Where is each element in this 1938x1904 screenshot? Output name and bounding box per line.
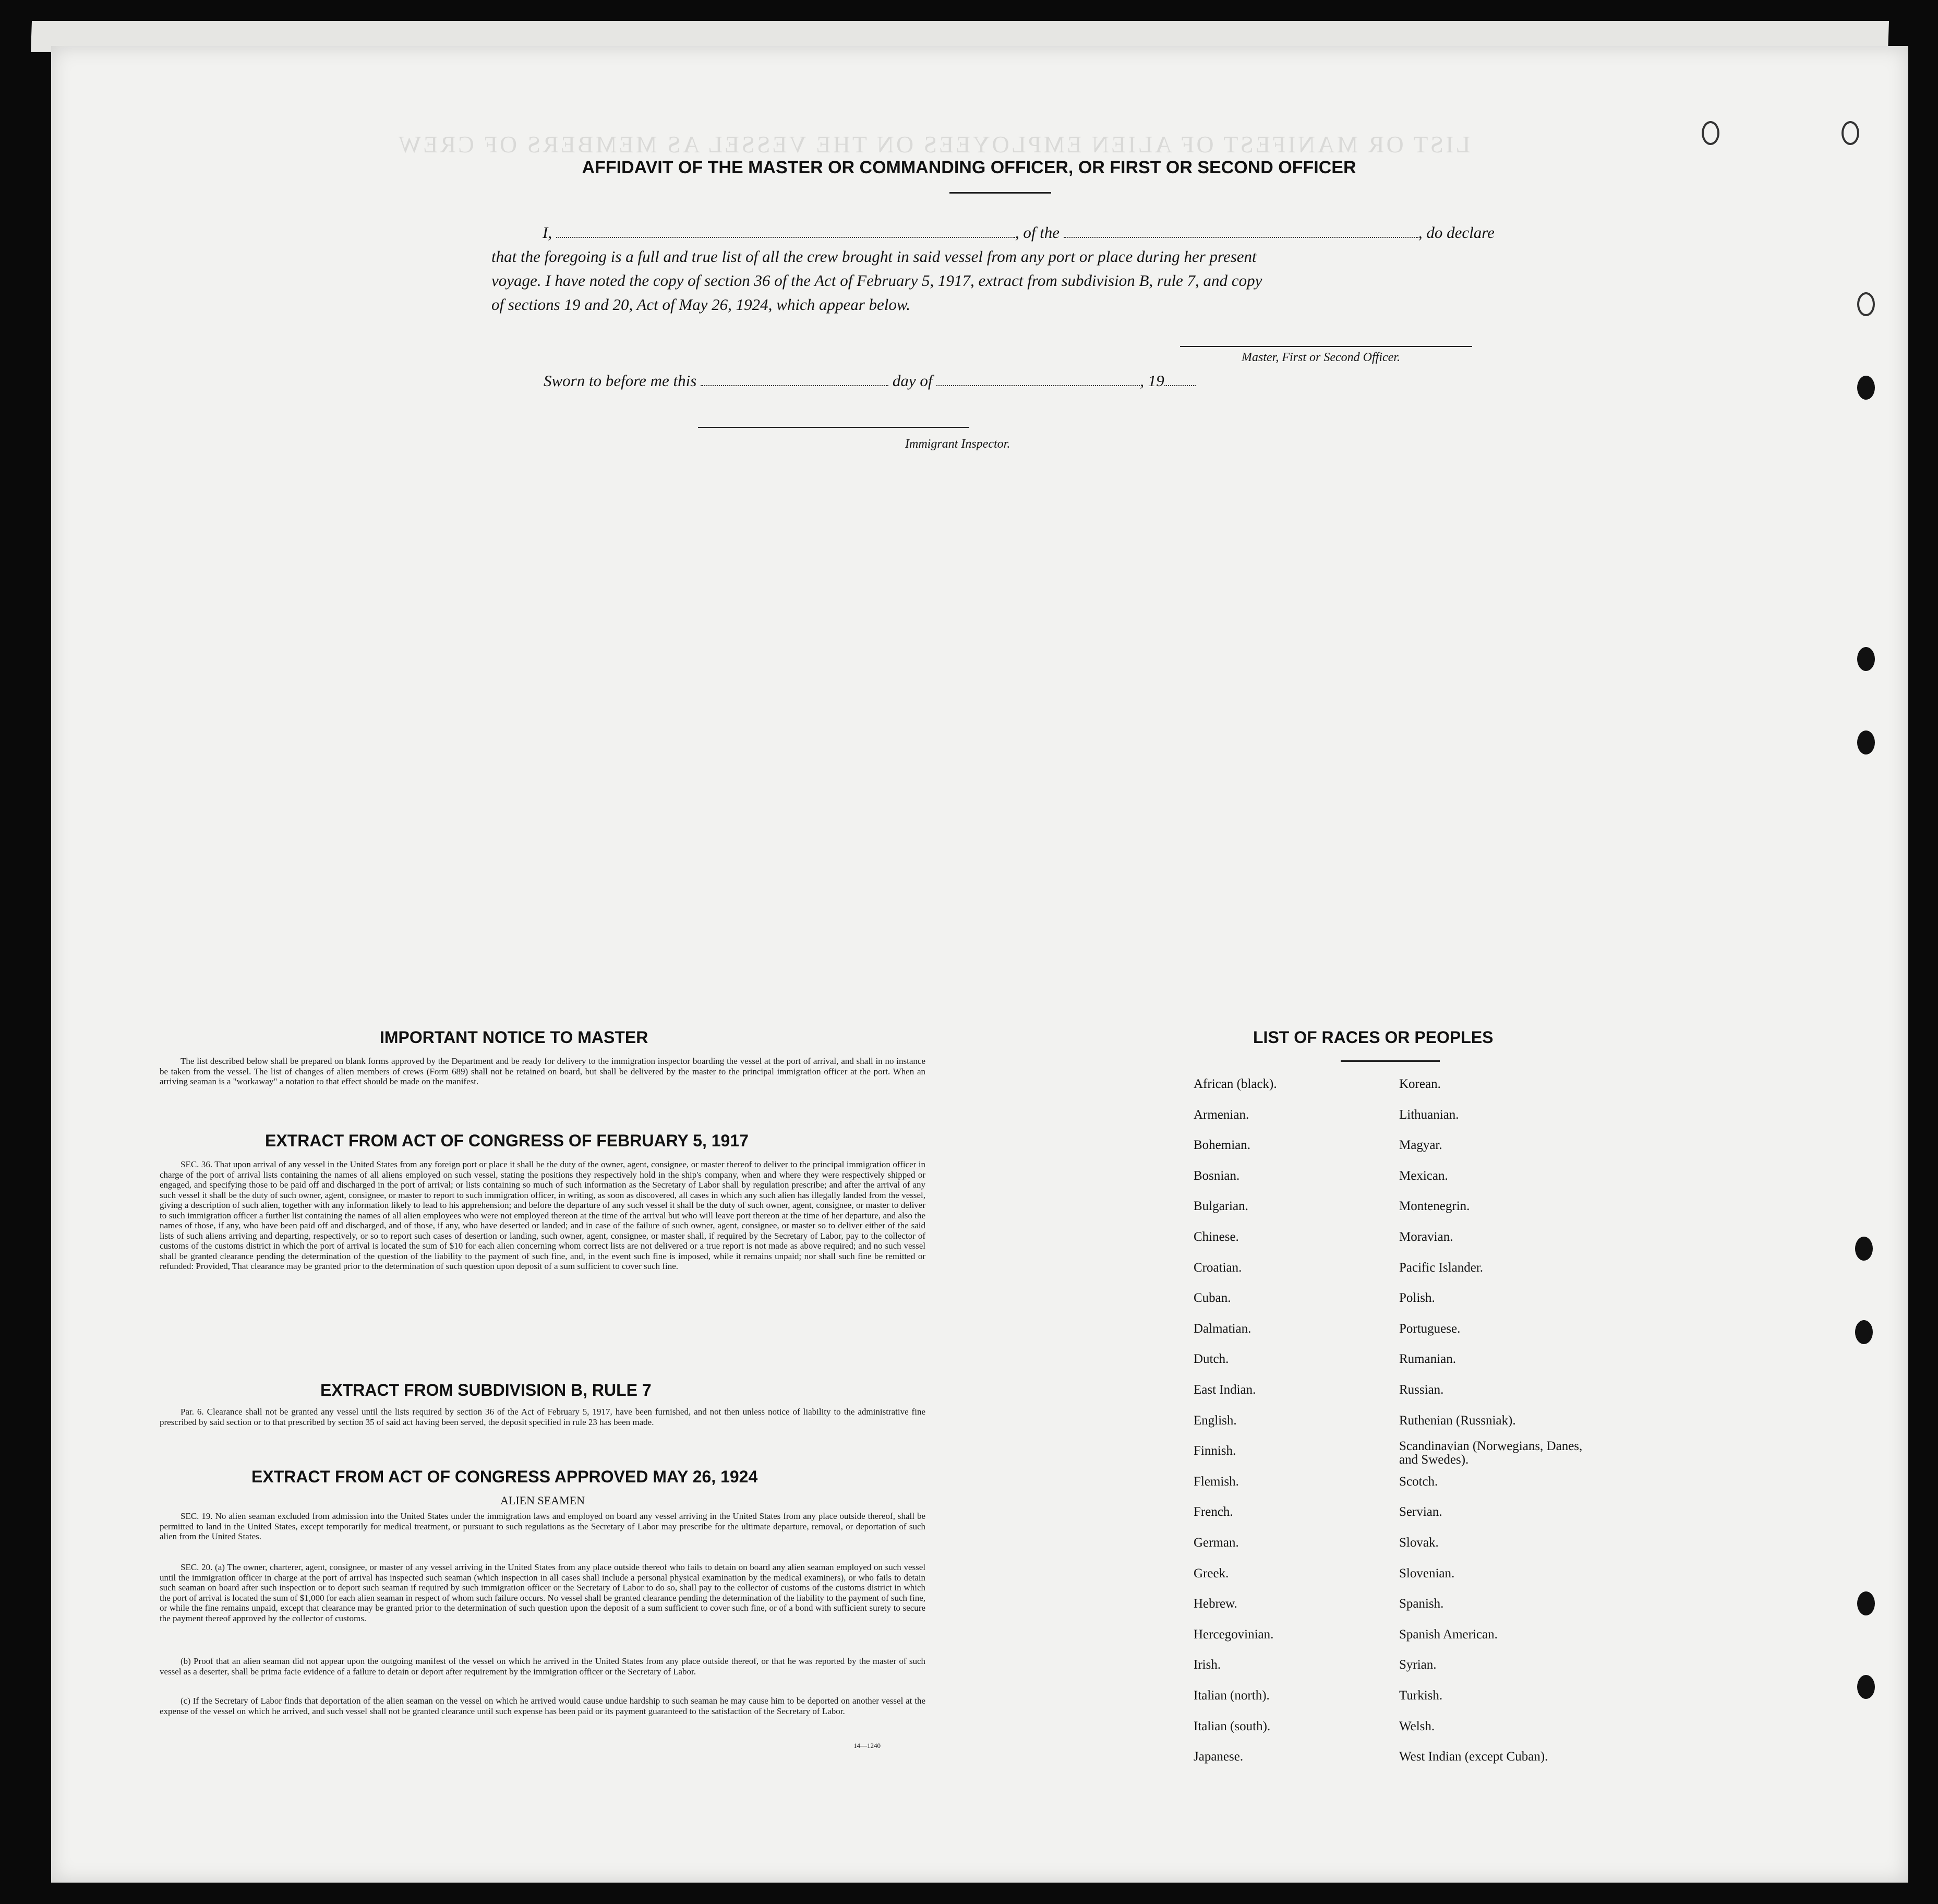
affidavit-title: AFFIDAVIT OF THE MASTER OR COMMANDING OFFICER, OR FIRST OR SECOND OFFICER [582, 158, 1356, 177]
race-item: Flemish. [1194, 1474, 1239, 1489]
extract-1917-title: EXTRACT FROM ACT OF CONGRESS OF FEBRUARY 5, 1917 [265, 1131, 749, 1150]
sworn-year: , 19 [1140, 372, 1164, 390]
race-item: Irish. [1194, 1658, 1221, 1672]
notice-body: The list described below shall be prepared on blank forms approved by the Department and be ready for delivery to the immigration inspector boarding the vessel at the port of arrival, and shall in no instance be taken from the vessel. The list of changes of alien members of crews (Form 689) shall not be retained on board, but shall be delivered by the master to the principal immigration officer at the port. When an arriving seaman is a "workaway" a notation to that effect should be made on the manifest. [160, 1056, 925, 1086]
binder-hole-icon [1855, 1320, 1873, 1344]
binder-hole-icon [1857, 647, 1875, 671]
race-item: Scandinavian (Norwegians, Danes, and Swedes). [1399, 1439, 1583, 1467]
master-signature-line[interactable] [1180, 346, 1472, 347]
affidavit-line-1 [543, 223, 1495, 242]
race-item: Bosnian. [1194, 1168, 1240, 1183]
race-item: Bulgarian. [1194, 1199, 1248, 1214]
race-item: Korean. [1399, 1077, 1441, 1091]
vessel-field[interactable] [1064, 225, 1418, 238]
rule7-title: EXTRACT FROM SUBDIVISION B, RULE 7 [320, 1381, 652, 1399]
race-item: Polish. [1399, 1291, 1435, 1306]
race-item: Russian. [1399, 1383, 1444, 1397]
race-item: East Indian. [1194, 1383, 1256, 1397]
race-item: Chinese. [1194, 1230, 1239, 1244]
race-item: Bohemian. [1194, 1138, 1251, 1153]
races-title-rule [1341, 1060, 1440, 1062]
bleed-through-text: LIST OR MANIFEST OF ALIEN EMPLOYEES ON THE VESSEL AS MEMBERS OF CREW [396, 131, 1471, 158]
race-item: African (black). [1194, 1077, 1277, 1091]
race-item: Italian (south). [1194, 1719, 1271, 1733]
notice-title: IMPORTANT NOTICE TO MASTER [380, 1028, 648, 1047]
affidavit-declare: , do declare [1418, 223, 1495, 242]
affidavit-title-rule [949, 192, 1051, 194]
master-caption: Master, First or Second Officer. [1242, 351, 1400, 364]
race-item: Greek. [1194, 1566, 1229, 1580]
race-item: Montenegrin. [1399, 1199, 1470, 1214]
sworn-prefix: Sworn to before me this [544, 372, 697, 390]
race-item: Hercegovinian. [1194, 1627, 1274, 1642]
race-item: Armenian. [1194, 1107, 1249, 1122]
affidavit-line-2: that the foregoing is a full and true list of all the crew brought in said vessel from any port or place during her present [491, 247, 1257, 266]
race-item: Hebrew. [1194, 1597, 1237, 1611]
race-item: Moravian. [1399, 1230, 1453, 1244]
race-item: German. [1194, 1536, 1239, 1550]
race-item: Scotch. [1399, 1474, 1438, 1489]
binder-hole-icon [1702, 121, 1719, 145]
races-title: LIST OF RACES OR PEOPLES [1253, 1028, 1494, 1047]
race-item: English. [1194, 1413, 1237, 1428]
extract-1924-sec20c: (c) If the Secretary of Labor finds that deportation of the alien seaman on the vessel on which he arrived would cause undue hardship to such seaman he may cause him to be deported on another vessel at the expense of the vessel on which he arrived, and such vessel shall not be granted clearance until such expense has been paid or its payment guaranteed to the satisfaction of the Secretary of Labor. [160, 1696, 925, 1716]
race-item: West Indian (except Cuban). [1399, 1750, 1548, 1764]
race-item: Dutch. [1194, 1352, 1229, 1367]
inspector-signature-line[interactable] [698, 427, 969, 428]
race-item: Lithuanian. [1399, 1107, 1459, 1122]
sworn-line [544, 372, 1196, 390]
inspector-caption: Immigrant Inspector. [905, 437, 1010, 451]
binder-hole-icon [1841, 121, 1859, 145]
race-item: French. [1194, 1505, 1233, 1519]
race-item: Slovenian. [1399, 1566, 1455, 1580]
affidavit-line-4: of sections 19 and 20, Act of May 26, 1924, which appear below. [491, 295, 911, 314]
form-number: 14—1240 [853, 1742, 881, 1750]
binder-hole-icon [1857, 731, 1875, 755]
sworn-month-field[interactable] [936, 374, 1140, 386]
race-item: Magyar. [1399, 1138, 1442, 1153]
binder-hole-icon [1857, 1591, 1875, 1615]
race-item: Dalmatian. [1194, 1321, 1251, 1336]
race-item: Mexican. [1399, 1168, 1448, 1183]
race-item: Pacific Islander. [1399, 1260, 1484, 1275]
binder-hole-icon [1857, 292, 1875, 316]
race-item: Spanish American. [1399, 1627, 1498, 1642]
race-item: Turkish. [1399, 1689, 1443, 1703]
sworn-day-of: day of [892, 372, 933, 390]
sworn-day-field[interactable] [701, 374, 888, 386]
race-item: Croatian. [1194, 1260, 1242, 1275]
affidavit-i: I, [543, 223, 552, 242]
affidavit-line-3: voyage. I have noted the copy of section 36 of the Act of February 5, 1917, extract from subdivision B, rule 7, and copy [491, 271, 1262, 290]
rule7-body: Par. 6. Clearance shall not be granted any vessel until the lists required by section 36 of the Act of February 5, 1917, have been furnished, and not then unless notice of liability to the administrative fine prescribed by said section or to that prescribed by section 35 of said act having been served, the deposit specified in rule 23 has been made. [160, 1407, 925, 1427]
race-item: Japanese. [1194, 1750, 1244, 1764]
race-item: Cuban. [1194, 1291, 1231, 1306]
extract-1924-subtitle: ALIEN SEAMEN [500, 1494, 585, 1507]
race-item: Welsh. [1399, 1719, 1435, 1733]
name-field[interactable] [556, 225, 1015, 238]
race-item: Spanish. [1399, 1597, 1444, 1611]
sworn-year-field[interactable] [1164, 374, 1196, 386]
binder-hole-icon [1855, 1237, 1873, 1261]
race-item: Rumanian. [1399, 1352, 1456, 1367]
race-item: Syrian. [1399, 1658, 1437, 1672]
extract-1917-body: SEC. 36. That upon arrival of any vessel in the United States from any foreign port or place it shall be the duty of the owner, agent, consignee, or master thereof to deliver to the principal immigration officer in charge of the port of arrival lists containing the names of all aliens employed on such vessel, stating the positions they respectively hold in the ship's company, when and where they were respectively shipped or engaged, and specifying those to be paid off and discharged in the port of arrival; or lists containing so much of such information as the Secretary of Labor shall by regulation prescribe; and after the arrival of any such vessel it shall be the duty of such owner, agent, consignee, or master to report to such immigration officer, in writing, as soon as discovered, all cases in which any such alien has illegally landed from the vessel, giving a description of such alien, together with any information likely to lead to his apprehension; and before the departure of any such vessel it shall be the duty of such owner, agent, consignee, or master to deliver to such immigration officer a further list containing the names of all alien employees who were not employed thereon at the time of the arrival but who will leave port thereon at the time of her departure, and also the names of those, if any, who have been paid off and discharged, and of those, if any, who have deserted or landed; and in case of the failure of such owner, agent, consignee, or master so to deliver either of the said lists of such aliens arriving and departing, respectively, or so to report such cases of desertion or landing, such owner, agent, consignee, or master shall, if required by the Secretary of Labor, pay to the collector of customs of the customs district in which the port of arrival is located the sum of $10 for each alien concerning whom correct lists are not delivered or a true report is not made as above required; and no such vessel shall be granted clearance pending the determination of the question of the liability to the payment of such fine, and, in the event such fine is imposed, while it remains unpaid; nor shall such fine be remitted or refunded: Provided, That clearance may be granted prior to the determination of such question upon deposit of a sum sufficient to cover such fine. [160, 1159, 925, 1271]
extract-1924-title: EXTRACT FROM ACT OF CONGRESS APPROVED MAY 26, 1924 [251, 1467, 758, 1486]
race-item: Ruthenian (Russniak). [1399, 1413, 1516, 1428]
binder-hole-icon [1857, 1675, 1875, 1699]
race-item: Servian. [1399, 1505, 1442, 1519]
race-item: Finnish. [1194, 1444, 1236, 1458]
race-item: Italian (north). [1194, 1689, 1270, 1703]
binder-hole-icon [1857, 376, 1875, 400]
extract-1924-sec19: SEC. 19. No alien seaman excluded from admission into the United States under the immigration laws and employed on board any vessel arriving in the United States from any place outside thereof, shall be permitted to land in the United States, except temporarily for medical treatment, or pursuant to such regulations as the Secretary of Labor may prescribe for the ultimate departure, removal, or deportation of such alien from the United States. [160, 1511, 925, 1541]
extract-1924-sec20b: (b) Proof that an alien seaman did not appear upon the outgoing manifest of the vessel on which he arrived in the United States from any place outside thereof, or that he was reported by the master of such vessel as a deserter, shall be prima facie evidence of a failure to detain or deport after requirement by the immigration officer or the Secretary of Labor. [160, 1656, 925, 1677]
race-item: Slovak. [1399, 1536, 1439, 1550]
affidavit-of-the: , of the [1015, 223, 1060, 242]
race-item: Portuguese. [1399, 1321, 1461, 1336]
extract-1924-sec20a: SEC. 20. (a) The owner, charterer, agent, consignee, or master of any vessel arriving in the United States from any place outside thereof who fails to detain on board any alien seaman employed on such vessel until the immigration officer in charge at the port of arrival has inspected such seaman (which inspection in all cases shall include a personal physical examination by the medical examiners), or who fails to detain such seaman on board after such inspection or to deport such seaman if required by such immigration officer or the Secretary of Labor to do so, shall pay to the collector of customs of the customs district in which the port of arrival is located the sum of $1,000 for each alien seaman in respect of whom such failure occurs. No vessel shall be granted clearance pending the determination of the liability to the payment of such fine, or while the fine remains unpaid, except that clearance may be granted prior to the determination of such question upon the deposit of a sum sufficient to cover such fine, or of a bond with sufficient surety to secure the payment thereof approved by the collector of customs. [160, 1562, 925, 1623]
